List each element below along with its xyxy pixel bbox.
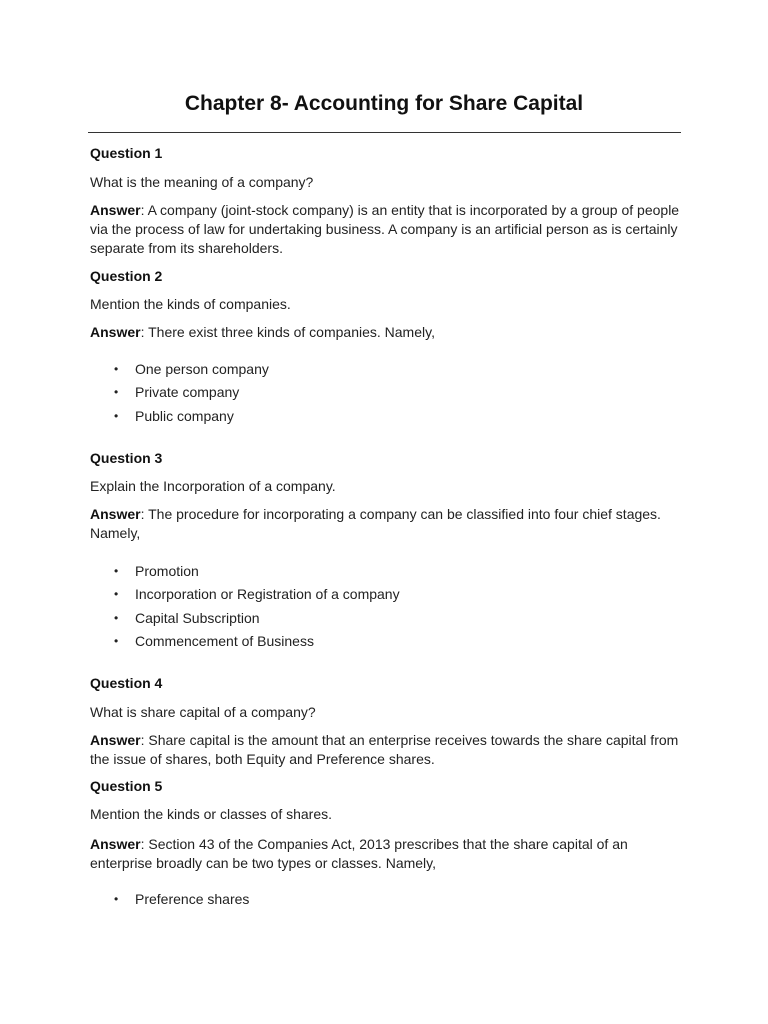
answer-1-text: : A company (joint-stock company) is an entity that is incorporated by a group of people via the process of law for undertaking business. A company is an artificial person as is certainly separate from its shareholders. <box>90 202 680 256</box>
question-2-text: Mention the kinds of companies. <box>90 296 291 312</box>
question-3-text: Explain the Incorporation of a company. <box>90 478 336 494</box>
list-item: • Private company <box>114 384 240 401</box>
bullet-icon: • <box>114 408 119 423</box>
answer-5 <box>90 835 690 873</box>
answer-3 <box>90 505 690 543</box>
answer-label: Answer <box>90 324 141 340</box>
answer-label: Answer <box>90 506 141 522</box>
question-3-label: Question 3 <box>90 450 163 466</box>
question-2-label: Question 2 <box>90 268 163 284</box>
page-title: Chapter 8- Accounting for Share Capital <box>184 92 584 115</box>
title-divider <box>88 132 681 133</box>
list-item: • Commencement of Business <box>114 632 314 649</box>
bullet-icon: • <box>114 892 119 906</box>
list-item: • Promotion <box>114 563 199 579</box>
list-item: • Capital Subscription <box>114 609 260 626</box>
answer-4 <box>90 731 690 769</box>
answer-4-text: : Share capital is the amount that an enterprise receives towards the share capital from the issue of shares, both Equity and Preference shares. <box>90 732 679 767</box>
answer-label: Answer <box>90 732 141 748</box>
question-5-text: Mention the kinds or classes of shares. <box>90 806 333 822</box>
answer-1 <box>90 201 690 258</box>
answer-2-text: : There exist three kinds of companies. Namely, <box>140 324 435 340</box>
question-1-text: What is the meaning of a company? <box>90 174 314 190</box>
bullet-icon: • <box>114 587 119 602</box>
question-1-label: Question 1 <box>90 145 163 161</box>
answer-label: Answer <box>90 202 141 218</box>
bullet-icon: • <box>114 362 119 376</box>
bullet-icon: • <box>114 610 119 625</box>
list-item: • Public company <box>114 407 234 424</box>
company-kinds-list <box>90 360 269 430</box>
list-item: • Preference shares <box>114 891 250 907</box>
question-5-label: Question 5 <box>90 778 163 794</box>
question-4-text: What is share capital of a company? <box>90 704 316 720</box>
answer-3-text: : The procedure for incorporating a company can be classified into four chief stages. Namely, <box>90 506 661 541</box>
answer-2 <box>90 323 690 342</box>
answer-5-text: : Section 43 of the Companies Act, 2013 prescribes that the share capital of an enterprise broadly can be two types or classes. Namely, <box>90 836 628 871</box>
share-classes-list <box>90 890 249 913</box>
answer-label: Answer <box>90 836 141 852</box>
incorporation-stages-list <box>90 562 400 655</box>
bullet-icon: • <box>114 633 119 648</box>
bullet-icon: • <box>114 564 119 578</box>
list-item: • One person company <box>114 361 269 377</box>
bullet-icon: • <box>114 385 119 400</box>
question-4-label: Question 4 <box>90 675 163 691</box>
list-item: • Incorporation or Registration of a company <box>114 586 400 603</box>
